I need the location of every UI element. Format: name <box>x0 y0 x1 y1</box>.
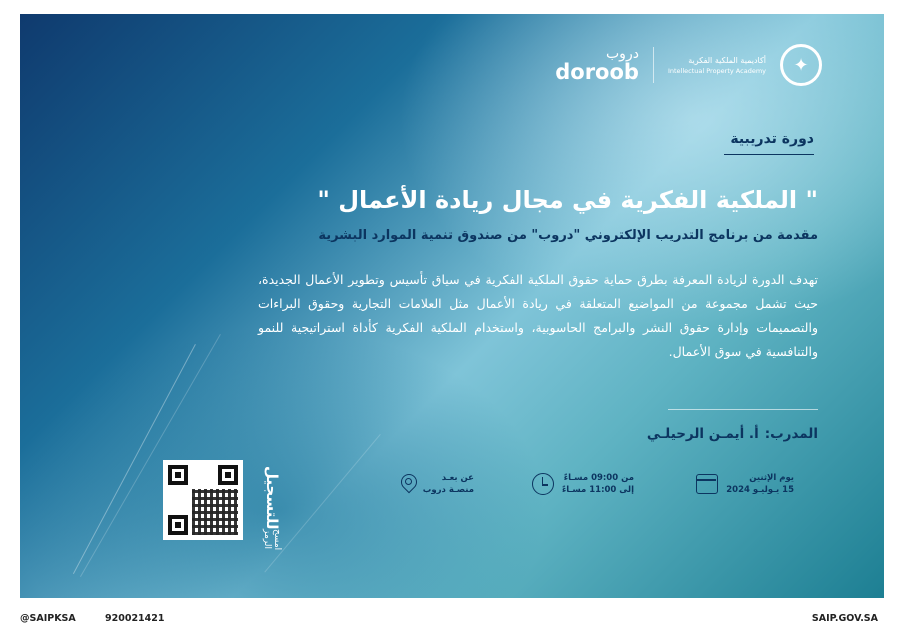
calendar-icon <box>696 474 718 494</box>
course-type-label: دورة تدريبية <box>730 131 814 147</box>
location-pin-icon <box>401 474 415 494</box>
date-value: 15 يـوليـو 2024 <box>726 485 794 495</box>
qr-code[interactable] <box>163 460 243 540</box>
doroob-logo <box>555 47 639 83</box>
website-link[interactable]: SAIP.GOV.SA <box>811 613 878 624</box>
academy-name-english: Intellectual Property Academy <box>667 66 766 75</box>
decorative-streak <box>80 334 221 577</box>
date-info <box>696 472 794 496</box>
course-poster <box>20 14 884 598</box>
course-title: " الملكية الفكرية في مجال ريادة الأعمال " <box>317 186 818 214</box>
register-heading: للتسجيل <box>263 466 281 530</box>
academy-logo <box>668 55 766 76</box>
trainer-name: أ. أيمـن الرحيلـي <box>646 426 759 442</box>
location-info <box>401 472 474 496</box>
location-platform: منصـة دروب <box>422 485 474 495</box>
doroob-logo-arabic: دروب <box>606 46 639 62</box>
logo-divider <box>653 47 654 83</box>
footer-bar <box>0 606 900 644</box>
seal-icon: ✦ <box>780 44 822 86</box>
time-end: إلى 11:00 مسـاءً <box>561 485 634 495</box>
trainer-label: المدرب: <box>764 426 818 442</box>
date-text <box>726 472 794 496</box>
register-hint: امسح الرمز <box>262 529 282 551</box>
course-type-underline <box>724 154 814 155</box>
course-subtitle: مقدمة من برنامج التدريب الإلكتروني "دروب" من صندوق تنمية الموارد البشرية <box>318 228 818 243</box>
time-start: من 09:00 مسـاءً <box>563 473 634 483</box>
qr-pattern <box>168 465 238 535</box>
social-handle[interactable]: @SAIPKSA <box>20 613 76 624</box>
clock-icon <box>532 473 554 495</box>
course-description: تهدف الدورة لزيادة المعرفة بطرق حماية حقوق الملكية الفكرية في سياق تأسيس وتطوير الأعمال الجديدة، حيث تشمل مجموعة من المواضيع المتعلقة في ريادة الأعمال مثل العلامات التجارية وحقوق البراءات والتصميمات وإدارة حقوق النشر والبرامج الحاسوبية، واستخدام الملكية الفكرية كأداة استراتيجية للنمو والتنافسية في سوق الأعمال. <box>258 272 818 359</box>
time-text <box>562 472 634 496</box>
time-info <box>532 472 634 496</box>
section-divider <box>668 409 818 410</box>
phone-number[interactable]: 920021421 <box>105 613 165 624</box>
header-logos <box>555 44 822 86</box>
academy-name-arabic: أكاديمية الملكية الفكرية <box>688 55 766 65</box>
qr-finder <box>168 515 188 535</box>
location-text <box>423 472 474 496</box>
register-callout <box>252 466 292 561</box>
session-info-row <box>294 472 794 522</box>
qr-modules <box>192 489 238 535</box>
qr-finder <box>218 465 238 485</box>
doroob-logo-english: doroob <box>555 60 639 84</box>
qr-finder <box>168 465 188 485</box>
trainer-line <box>647 426 818 442</box>
location-mode: عن بعـد <box>441 473 474 483</box>
date-day: يوم الإثنين <box>749 473 794 483</box>
